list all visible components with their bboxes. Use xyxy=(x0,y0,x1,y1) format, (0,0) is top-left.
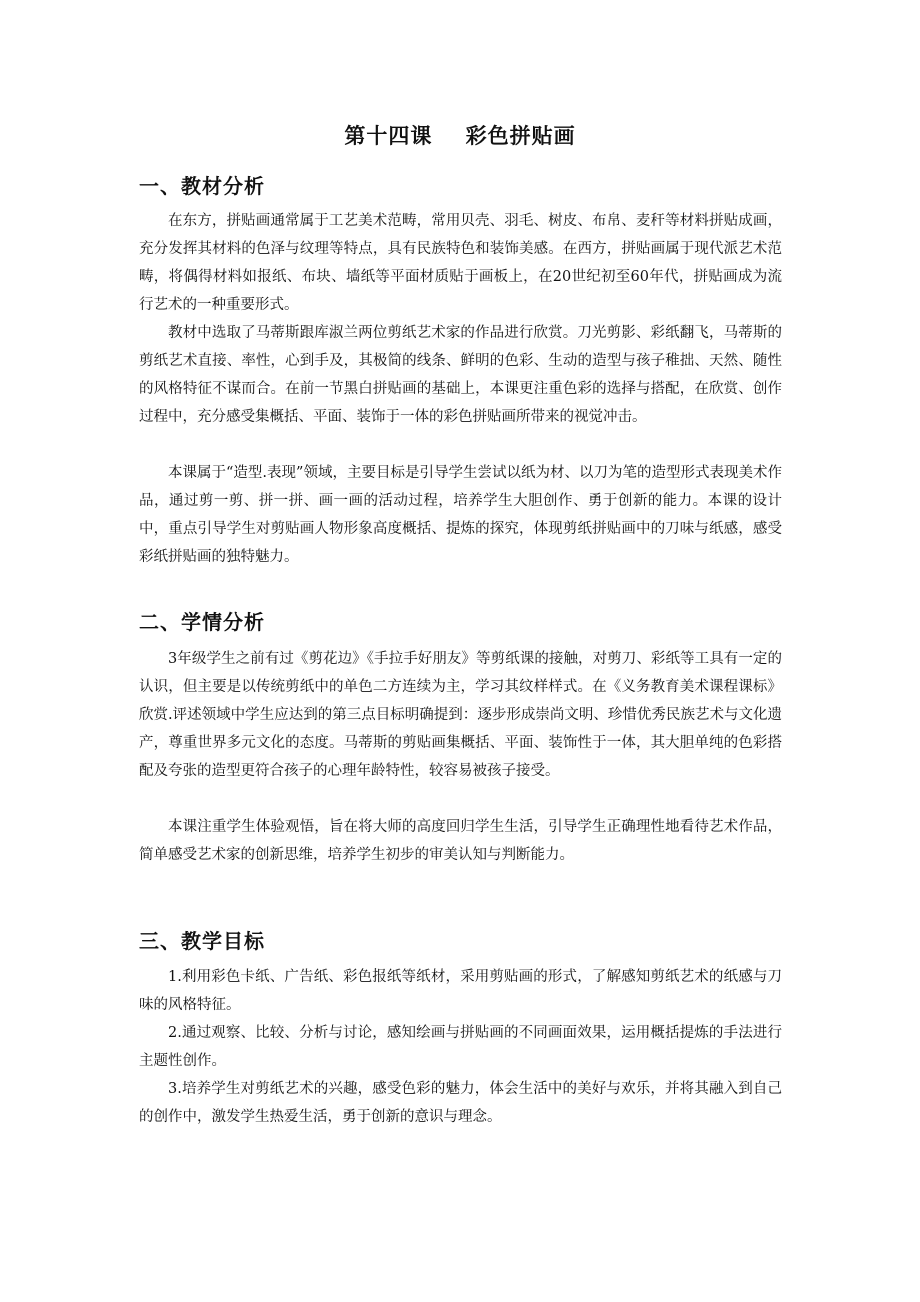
section-heading-textbook-analysis: 一、教材分析 xyxy=(139,174,265,198)
paragraph: 在东方，拼贴画通常属于工艺美术范畴，常用贝壳、羽毛、树皮、布帛、麦秆等材料拼贴成画，充分发挥其材料的色泽与纹理等特点，具有民族特色和装饰美感。在西方，拼贴画属于现代派艺术范畴，将偶得材料如报纸、布块、墙纸等平面材质贴于画板上，在20世纪初至60年代，拼贴画成为流行艺术的一种重要形式。 xyxy=(139,213,782,313)
page-title: 第十四课 彩色拼贴画 xyxy=(344,124,576,148)
paragraph: 3年级学生之前有过《剪花边》《手拉手好朋友》等剪纸课的接触，对剪刀、彩纸等工具有一定的认识，但主要是以传统剪纸中的单色二方连续为主，学习其纹样样式。在《义务教育美术课程课标》欣赏.评述领域中学生应达到的第三点目标明确提到：逐步形成崇尚文明、珍惜优秀民族艺术与文化遗产，尊重世界多元文化的态度。马蒂斯的剪贴画集概括、平面、装饰性于一体，其大胆单纯的色彩搭配及夸张的造型更符合孩子的心理年龄特性，较容易被孩子接受。 xyxy=(139,651,782,779)
paragraph: 本课注重学生体验观悟，旨在将大师的高度回归学生生活，引导学生正确理性地看待艺术作品，简单感受艺术家的创新思维，培养学生初步的审美认知与判断能力。 xyxy=(139,819,782,863)
paragraph: 1.利用彩色卡纸、广告纸、彩色报纸等纸材，采用剪贴画的形式，了解感知剪纸艺术的纸感与刀味的风格特征。 xyxy=(139,969,782,1013)
section-heading-student-analysis: 二、学情分析 xyxy=(139,610,265,634)
paragraph: 教材中选取了马蒂斯跟库淑兰两位剪纸艺术家的作品进行欣赏。刀光剪影、彩纸翻飞，马蒂斯的剪纸艺术直接、率性，心到手及，其极简的线条、鲜明的色彩、生动的造型与孩子稚拙、天然、随性的风格特征不谋而合。在前一节黑白拼贴画的基础上，本课更注重色彩的选择与搭配，在欣赏、创作过程中，充分感受集概括、平面、装饰于一体的彩色拼贴画所带来的视觉冲击。 xyxy=(139,325,782,425)
paragraph: 本课属于“造型.表现”领域，主要目标是引导学生尝试以纸为材、以刀为笔的造型形式表现美术作品，通过剪一剪、拼一拼、画一画的活动过程，培养学生大胆创作、勇于创新的能力。本课的设计中，重点引导学生对剪贴画人物形象高度概括、提炼的探究，体现剪纸拼贴画中的刀味与纸感，感受彩纸拼贴画的独特魅力。 xyxy=(139,465,782,565)
section-heading-teaching-objectives: 三、教学目标 xyxy=(139,929,265,953)
paragraph: 2.通过观察、比较、分析与讨论，感知绘画与拼贴画的不同画面效果，运用概括提炼的手法进行主题性创作。 xyxy=(139,1025,782,1069)
paragraph: 3.培养学生对剪纸艺术的兴趣，感受色彩的魅力，体会生活中的美好与欢乐，并将其融入到自己的创作中，激发学生热爱生活，勇于创新的意识与理念。 xyxy=(139,1081,782,1125)
